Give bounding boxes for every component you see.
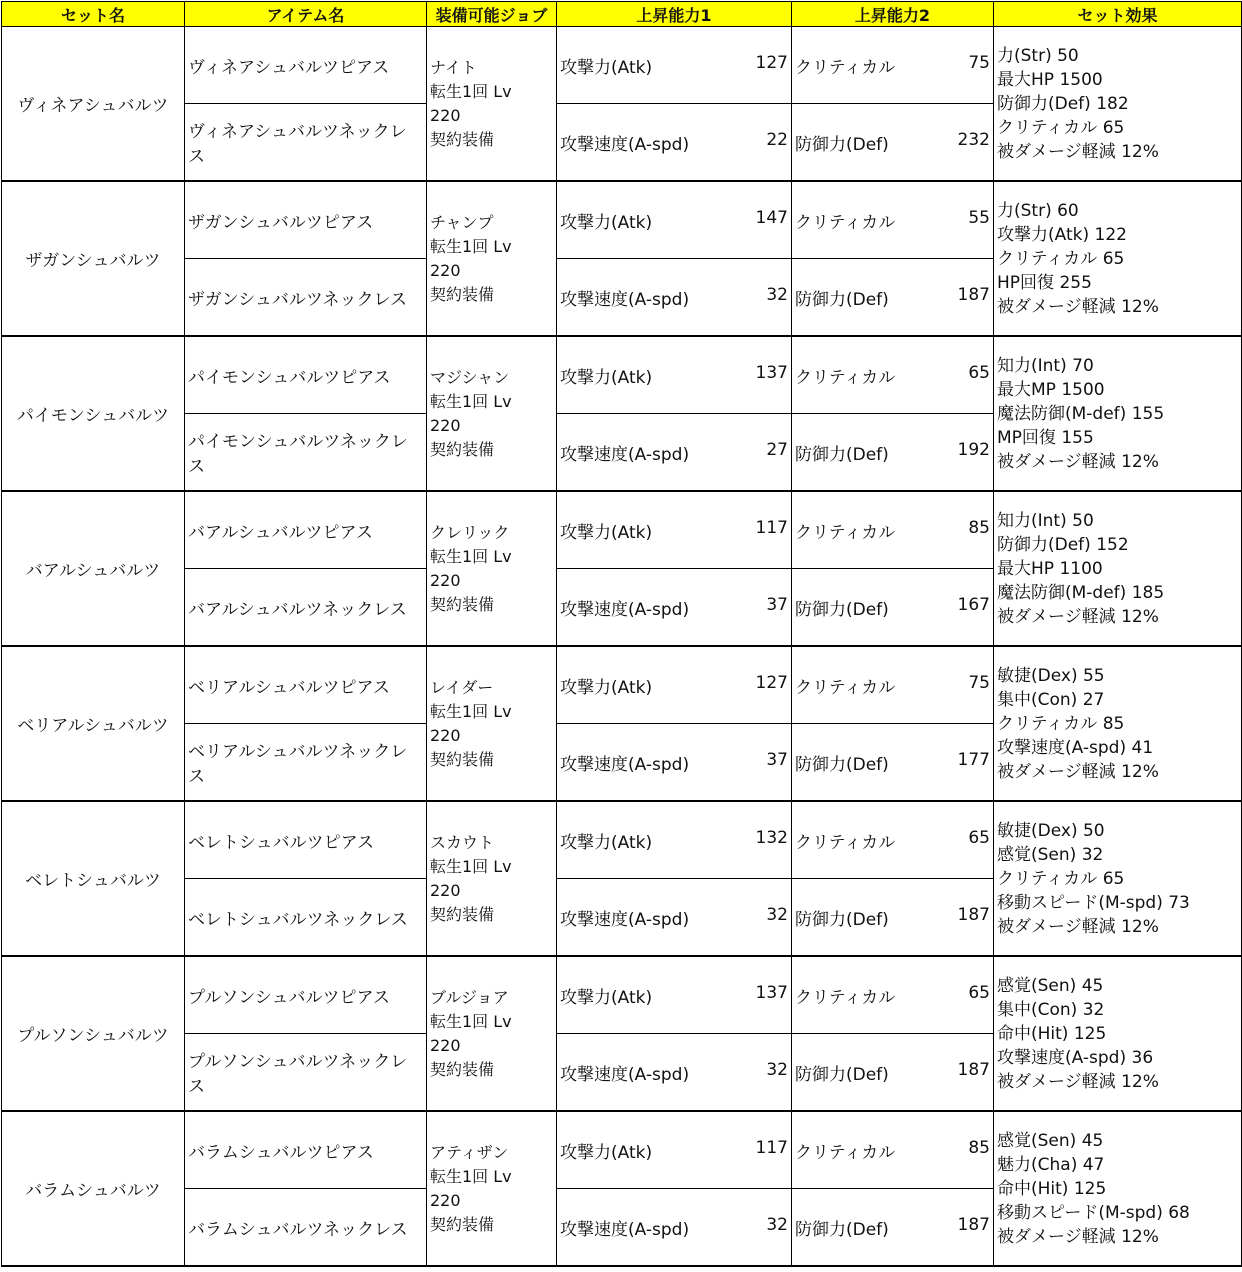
stat1-cell bbox=[557, 724, 792, 802]
stat1-cell bbox=[557, 259, 792, 337]
stat1-value: 132 bbox=[755, 827, 788, 848]
stat2-cell bbox=[792, 414, 994, 492]
stat1-value: 32 bbox=[766, 1214, 788, 1235]
header-stat2: 上昇能力2 bbox=[792, 2, 994, 27]
item-name-cell: ヴィネアシュバルツピアス bbox=[185, 27, 427, 104]
job-cell bbox=[427, 801, 557, 956]
job-line: 220 bbox=[430, 570, 461, 590]
stat2-cell bbox=[792, 181, 994, 259]
set-effect-line: 命中(Hit) 125 bbox=[997, 1023, 1107, 1044]
set-effect-line: 魅力(Cha) 47 bbox=[997, 1154, 1105, 1175]
job-cell bbox=[427, 646, 557, 801]
job-cell bbox=[427, 27, 557, 182]
stat2-cell bbox=[792, 569, 994, 647]
stat1-label: 攻撃力(Atk) bbox=[560, 522, 653, 543]
item-name-cell: パイモンシュバルツピアス bbox=[185, 336, 427, 414]
stat2-value: 192 bbox=[957, 439, 990, 460]
item-name-cell: プルソンシュバルツネックレス bbox=[185, 1034, 427, 1112]
stat2-label: クリティカル bbox=[795, 522, 896, 543]
stat2-value: 55 bbox=[968, 207, 990, 228]
stat1-label: 攻撃速度(A-spd) bbox=[560, 134, 690, 155]
stat2-cell bbox=[792, 104, 994, 182]
set-effect-line: 攻撃速度(A-spd) 36 bbox=[997, 1047, 1154, 1068]
job-line: クレリック bbox=[430, 522, 510, 542]
stat2-label: クリティカル bbox=[795, 367, 896, 388]
job-line: 転生1回 Lv bbox=[430, 1011, 512, 1031]
set-effect-cell bbox=[994, 1111, 1242, 1266]
item-name-cell: パイモンシュバルツネックレス bbox=[185, 414, 427, 492]
job-line: 220 bbox=[430, 725, 461, 745]
set-effect-line: 魔法防御(M-def) 185 bbox=[997, 582, 1165, 603]
set-effect-line: 移動スピード(M-spd) 68 bbox=[997, 1202, 1190, 1223]
table-row bbox=[2, 27, 1242, 104]
set-effect-line: 敏捷(Dex) 50 bbox=[997, 820, 1105, 841]
job-line: ブルジョア bbox=[430, 987, 509, 1007]
set-name-cell: ベリアルシュバルツ bbox=[2, 646, 185, 801]
set-effect-line: 最大HP 1500 bbox=[997, 69, 1103, 90]
header-job: 装備可能ジョブ bbox=[427, 2, 557, 27]
stat2-label: クリティカル bbox=[795, 212, 896, 233]
job-line: 転生1回 Lv bbox=[430, 1166, 512, 1186]
stat2-value: 187 bbox=[957, 284, 990, 305]
set-effect-line: HP回復 255 bbox=[997, 272, 1092, 293]
set-effect-cell bbox=[994, 491, 1242, 646]
set-effect-line: 最大HP 1100 bbox=[997, 558, 1103, 579]
stat2-value: 232 bbox=[957, 129, 990, 150]
item-name-cell: ザガンシュバルツネックレス bbox=[185, 259, 427, 337]
header-set-effect: セット効果 bbox=[994, 2, 1242, 27]
set-table bbox=[1, 1, 1242, 1267]
stat2-cell bbox=[792, 801, 994, 879]
job-line: 転生1回 Lv bbox=[430, 236, 512, 256]
stat1-value: 127 bbox=[755, 52, 788, 73]
set-effect-line: 力(Str) 50 bbox=[997, 45, 1079, 66]
item-name-cell: ベレトシュバルツネックレス bbox=[185, 879, 427, 957]
set-effect-line: 被ダメージ軽減 12% bbox=[997, 1226, 1159, 1247]
stat2-value: 187 bbox=[957, 1059, 990, 1080]
stat1-label: 攻撃力(Atk) bbox=[560, 677, 653, 698]
item-name-cell: ベレトシュバルツピアス bbox=[185, 801, 427, 879]
job-line: 契約装備 bbox=[430, 129, 495, 149]
stat1-label: 攻撃速度(A-spd) bbox=[560, 1064, 690, 1085]
item-name-cell: ザガンシュバルツピアス bbox=[185, 181, 427, 259]
stat2-value: 167 bbox=[957, 594, 990, 615]
stat1-value: 32 bbox=[766, 904, 788, 925]
stat1-label: 攻撃力(Atk) bbox=[560, 367, 653, 388]
table-row bbox=[2, 1111, 1242, 1189]
stat2-value: 85 bbox=[968, 1137, 990, 1158]
job-cell bbox=[427, 181, 557, 336]
job-line: スカウト bbox=[430, 832, 495, 852]
stat2-value: 177 bbox=[957, 749, 990, 770]
job-line: 転生1回 Lv bbox=[430, 81, 512, 101]
set-effect-line: 集中(Con) 27 bbox=[997, 689, 1105, 710]
set-effect-line: 被ダメージ軽減 12% bbox=[997, 761, 1159, 782]
stat2-cell bbox=[792, 956, 994, 1034]
stat2-cell bbox=[792, 336, 994, 414]
item-name-cell: ベリアルシュバルツピアス bbox=[185, 646, 427, 724]
stat1-cell bbox=[557, 801, 792, 879]
stat1-cell bbox=[557, 646, 792, 724]
stat1-cell bbox=[557, 491, 792, 569]
job-line: 転生1回 Lv bbox=[430, 546, 512, 566]
stat2-label: クリティカル bbox=[795, 987, 896, 1008]
set-effect-line: 力(Str) 60 bbox=[997, 200, 1079, 221]
stat1-label: 攻撃速度(A-spd) bbox=[560, 444, 690, 465]
stat2-label: 防御力(Def) bbox=[795, 1219, 889, 1240]
set-effect-line: 攻撃速度(A-spd) 41 bbox=[997, 737, 1154, 758]
set-effect-line: クリティカル 65 bbox=[997, 868, 1125, 889]
item-name-cell: バアルシュバルツピアス bbox=[185, 491, 427, 569]
stat1-value: 117 bbox=[755, 1137, 788, 1158]
stat2-value: 65 bbox=[968, 982, 990, 1003]
job-line: 220 bbox=[430, 415, 461, 435]
set-effect-line: クリティカル 85 bbox=[997, 713, 1125, 734]
stat1-cell bbox=[557, 104, 792, 182]
set-effect-line: MP回復 155 bbox=[997, 427, 1094, 448]
table-row bbox=[2, 336, 1242, 414]
set-name-cell: ヴィネアシュバルツ bbox=[2, 27, 185, 182]
stat2-label: 防御力(Def) bbox=[795, 134, 889, 155]
stat2-cell bbox=[792, 259, 994, 337]
set-effect-cell bbox=[994, 336, 1242, 491]
table-row bbox=[2, 956, 1242, 1034]
item-name-cell: バラムシュバルツピアス bbox=[185, 1111, 427, 1189]
stat1-label: 攻撃速度(A-spd) bbox=[560, 909, 690, 930]
stat1-value: 37 bbox=[766, 594, 788, 615]
table-row bbox=[2, 801, 1242, 879]
stat2-value: 75 bbox=[968, 672, 990, 693]
set-effect-line: クリティカル 65 bbox=[997, 248, 1125, 269]
set-effect-line: 移動スピード(M-spd) 73 bbox=[997, 892, 1190, 913]
job-line: 220 bbox=[430, 260, 461, 280]
stat1-value: 137 bbox=[755, 982, 788, 1003]
set-effect-line: 最大MP 1500 bbox=[997, 379, 1105, 400]
stat1-value: 27 bbox=[766, 439, 788, 460]
set-name-cell: プルソンシュバルツ bbox=[2, 956, 185, 1111]
stat1-cell bbox=[557, 956, 792, 1034]
stat1-cell bbox=[557, 1111, 792, 1189]
stat2-label: 防御力(Def) bbox=[795, 599, 889, 620]
stat2-label: 防御力(Def) bbox=[795, 754, 889, 775]
stat1-cell bbox=[557, 1034, 792, 1112]
table-row bbox=[2, 181, 1242, 259]
set-effect-line: 被ダメージ軽減 12% bbox=[997, 916, 1159, 937]
stat2-cell bbox=[792, 1111, 994, 1189]
set-effect-line: 被ダメージ軽減 12% bbox=[997, 606, 1159, 627]
stat1-value: 137 bbox=[755, 362, 788, 383]
header-stat1: 上昇能力1 bbox=[557, 2, 792, 27]
job-line: 220 bbox=[430, 1190, 461, 1210]
job-line: 転生1回 Lv bbox=[430, 391, 512, 411]
stat1-label: 攻撃速度(A-spd) bbox=[560, 754, 690, 775]
job-line: 契約装備 bbox=[430, 749, 495, 769]
set-effect-line: 感覚(Sen) 45 bbox=[997, 975, 1104, 996]
stat2-cell bbox=[792, 27, 994, 104]
set-effect-line: 集中(Con) 32 bbox=[997, 999, 1105, 1020]
stat1-label: 攻撃力(Atk) bbox=[560, 832, 653, 853]
job-cell bbox=[427, 491, 557, 646]
set-name-cell: バアルシュバルツ bbox=[2, 491, 185, 646]
header-row bbox=[2, 2, 1242, 27]
job-line: レイダー bbox=[430, 677, 494, 697]
item-name-cell: ヴィネアシュバルツネックレス bbox=[185, 104, 427, 182]
job-line: 契約装備 bbox=[430, 594, 495, 614]
stat1-label: 攻撃力(Atk) bbox=[560, 1142, 653, 1163]
set-effect-cell bbox=[994, 646, 1242, 801]
stat1-label: 攻撃速度(A-spd) bbox=[560, 599, 690, 620]
set-effect-line: 感覚(Sen) 32 bbox=[997, 844, 1104, 865]
stat1-cell bbox=[557, 181, 792, 259]
set-effect-line: 敏捷(Dex) 55 bbox=[997, 665, 1105, 686]
stat1-label: 攻撃速度(A-spd) bbox=[560, 1219, 690, 1240]
stat2-value: 187 bbox=[957, 904, 990, 925]
job-line: 契約装備 bbox=[430, 1059, 495, 1079]
stat2-cell bbox=[792, 879, 994, 957]
set-effect-line: クリティカル 65 bbox=[997, 117, 1125, 138]
job-line: 契約装備 bbox=[430, 904, 495, 924]
item-name-cell: バアルシュバルツネックレス bbox=[185, 569, 427, 647]
stat1-cell bbox=[557, 879, 792, 957]
table-row bbox=[2, 491, 1242, 569]
stat2-value: 85 bbox=[968, 517, 990, 538]
stat1-cell bbox=[557, 1189, 792, 1267]
stat1-value: 22 bbox=[766, 129, 788, 150]
stat2-cell bbox=[792, 646, 994, 724]
item-name-cell: ベリアルシュバルツネックレス bbox=[185, 724, 427, 802]
stat1-value: 147 bbox=[755, 207, 788, 228]
stat1-label: 攻撃速度(A-spd) bbox=[560, 289, 690, 310]
stat2-cell bbox=[792, 491, 994, 569]
job-line: 220 bbox=[430, 880, 461, 900]
job-line: チャンプ bbox=[430, 212, 494, 232]
header-set-name: セット名 bbox=[2, 2, 185, 27]
stat2-label: クリティカル bbox=[795, 677, 896, 698]
set-effect-cell bbox=[994, 801, 1242, 956]
set-effect-line: 被ダメージ軽減 12% bbox=[997, 141, 1159, 162]
stat1-value: 117 bbox=[755, 517, 788, 538]
stat2-label: 防御力(Def) bbox=[795, 909, 889, 930]
set-effect-cell bbox=[994, 181, 1242, 336]
stat1-value: 32 bbox=[766, 1059, 788, 1080]
stat2-value: 75 bbox=[968, 52, 990, 73]
stat1-cell bbox=[557, 569, 792, 647]
stat2-label: クリティカル bbox=[795, 1142, 896, 1163]
stat2-value: 65 bbox=[968, 827, 990, 848]
job-cell bbox=[427, 1111, 557, 1266]
set-effect-line: 攻撃力(Atk) 122 bbox=[997, 224, 1127, 245]
set-effect-line: 被ダメージ軽減 12% bbox=[997, 1071, 1159, 1092]
stat2-value: 187 bbox=[957, 1214, 990, 1235]
job-line: 転生1回 Lv bbox=[430, 856, 512, 876]
set-effect-line: 魔法防御(M-def) 155 bbox=[997, 403, 1165, 424]
job-line: アティザン bbox=[430, 1142, 509, 1162]
job-line: 転生1回 Lv bbox=[430, 701, 512, 721]
stat2-cell bbox=[792, 724, 994, 802]
set-effect-line: 防御力(Def) 152 bbox=[997, 534, 1129, 555]
set-effect-line: 知力(Int) 70 bbox=[997, 355, 1094, 376]
stat1-value: 127 bbox=[755, 672, 788, 693]
stat1-value: 37 bbox=[766, 749, 788, 770]
stat2-label: クリティカル bbox=[795, 57, 896, 78]
set-effect-line: 命中(Hit) 125 bbox=[997, 1178, 1107, 1199]
header-item-name: アイテム名 bbox=[185, 2, 427, 27]
stat2-cell bbox=[792, 1189, 994, 1267]
stat1-cell bbox=[557, 27, 792, 104]
set-effect-line: 感覚(Sen) 45 bbox=[997, 1130, 1104, 1151]
stat1-cell bbox=[557, 336, 792, 414]
stat1-label: 攻撃力(Atk) bbox=[560, 212, 653, 233]
stat2-label: 防御力(Def) bbox=[795, 444, 889, 465]
set-name-cell: ザガンシュバルツ bbox=[2, 181, 185, 336]
job-line: 契約装備 bbox=[430, 439, 495, 459]
stat1-label: 攻撃力(Atk) bbox=[560, 57, 653, 78]
stat2-label: 防御力(Def) bbox=[795, 289, 889, 310]
stat2-label: 防御力(Def) bbox=[795, 1064, 889, 1085]
set-effect-line: 被ダメージ軽減 12% bbox=[997, 451, 1159, 472]
set-effect-cell bbox=[994, 27, 1242, 182]
set-effect-line: 防御力(Def) 182 bbox=[997, 93, 1129, 114]
job-cell bbox=[427, 956, 557, 1111]
set-effect-cell bbox=[994, 956, 1242, 1111]
table-row bbox=[2, 646, 1242, 724]
set-name-cell: バラムシュバルツ bbox=[2, 1111, 185, 1266]
job-line: 220 bbox=[430, 105, 461, 125]
stat1-label: 攻撃力(Atk) bbox=[560, 987, 653, 1008]
stat1-value: 32 bbox=[766, 284, 788, 305]
job-line: 契約装備 bbox=[430, 284, 495, 304]
stat2-value: 65 bbox=[968, 362, 990, 383]
set-effect-line: 被ダメージ軽減 12% bbox=[997, 296, 1159, 317]
job-cell bbox=[427, 336, 557, 491]
item-name-cell: プルソンシュバルツピアス bbox=[185, 956, 427, 1034]
set-effect-line: 知力(Int) 50 bbox=[997, 510, 1094, 531]
set-name-cell: ベレトシュバルツ bbox=[2, 801, 185, 956]
job-line: ナイト bbox=[430, 57, 477, 77]
stat2-label: クリティカル bbox=[795, 832, 896, 853]
set-name-cell: パイモンシュバルツ bbox=[2, 336, 185, 491]
stat1-cell bbox=[557, 414, 792, 492]
item-name-cell: バラムシュバルツネックレス bbox=[185, 1189, 427, 1267]
job-line: マジシャン bbox=[430, 367, 510, 387]
stat2-cell bbox=[792, 1034, 994, 1112]
job-line: 220 bbox=[430, 1035, 461, 1055]
job-line: 契約装備 bbox=[430, 1214, 495, 1234]
